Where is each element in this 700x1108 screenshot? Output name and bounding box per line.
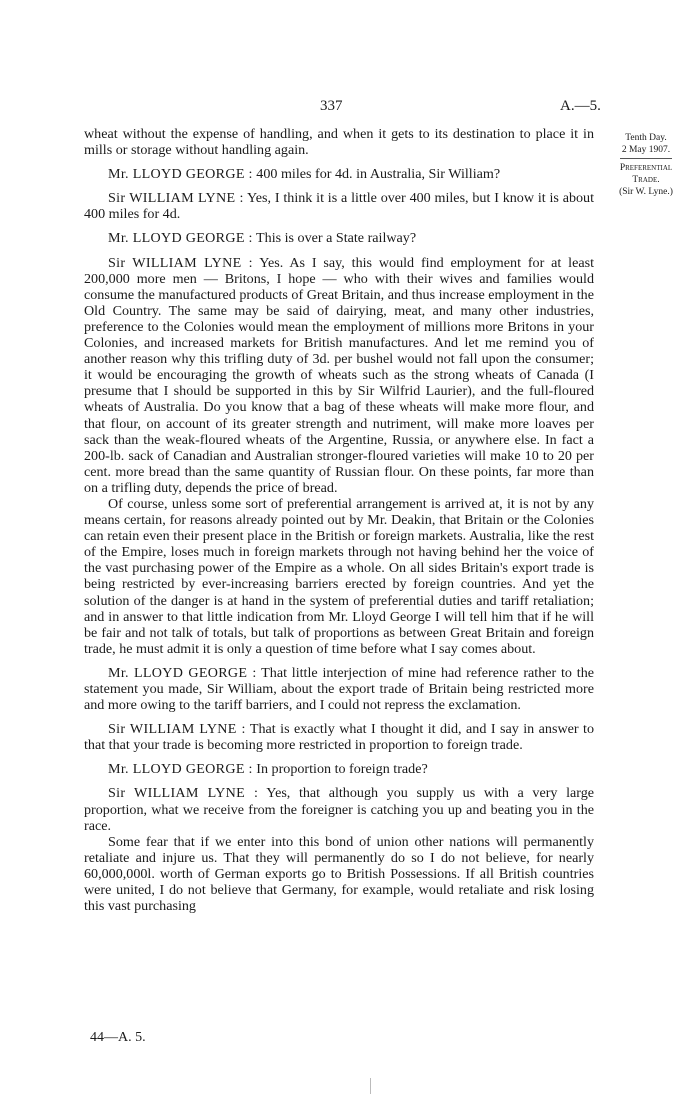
margin-topic-line2: Trade. xyxy=(632,175,660,185)
paragraph-9 xyxy=(84,785,594,833)
paper-reference: A.—5. xyxy=(560,98,601,114)
margin-topic-line1: Preferential xyxy=(619,163,673,173)
margin-day: Tenth Day. xyxy=(625,133,667,143)
paragraph-text: That is exactly what I thought it did, and I say in answer to that that your trade is becoming more restricted in proportion to foreign trade. xyxy=(84,721,595,754)
paragraph-10 xyxy=(84,834,594,914)
speaker-name: Sir WILLIAM LYNE : xyxy=(108,190,244,207)
paragraph-text: Yes, that although you supply us with a very large proportion, what we receive from the foreigner is catching you up and beating you in the race. xyxy=(84,785,594,834)
paragraph-7 xyxy=(84,721,594,753)
speaker-name: Mr. LLOYD GEORGE : xyxy=(108,664,257,681)
paragraph-8 xyxy=(84,761,594,777)
speaker-name: Mr. LLOYD GEORGE : xyxy=(108,761,253,778)
margin-divider xyxy=(620,158,672,159)
margin-date: 2 May 1907. xyxy=(621,145,671,155)
paragraph-0 xyxy=(84,126,594,158)
margin-speaker: (Sir W. Lyne.) xyxy=(619,187,673,197)
paragraph-text: That little interjection of mine had reference rather to the statement you made, Sir William, about the export trade of Britain being restricted more and more owing to the tariff barriers, and I could not repress the exclamation. xyxy=(84,664,594,714)
margin-note xyxy=(608,132,684,198)
paragraph-4 xyxy=(84,255,594,496)
speaker-name: Mr. LLOYD GEORGE : xyxy=(108,230,253,247)
paragraph-text: In proportion to foreign trade? xyxy=(252,761,428,778)
paragraph-1 xyxy=(84,166,594,182)
paragraph-text: wheat without the expense of handling, and when it gets to its destination to place it in mills or storage without handling again. xyxy=(84,126,594,159)
paragraph-text: Some fear that if we enter into this bond of union other nations will permanently retaliate and injure us. That they will permanently do so I do not believe, for nearly 60,000,000l. worth of German exports go to British Possessions. If all British countries were united, I do not believe that Germany, for example, would retaliate and risk losing this vast purchasing xyxy=(84,833,594,915)
fold-mark xyxy=(370,1078,371,1094)
page-body xyxy=(84,126,594,914)
page-number: 337 xyxy=(320,98,343,114)
paragraph-text: This is over a State railway? xyxy=(252,230,417,247)
speaker-name: Sir WILLIAM LYNE : xyxy=(108,721,246,738)
speaker-name: Sir WILLIAM LYNE : xyxy=(108,254,253,271)
paragraph-text: Yes. As I say, this would find employment for at least 200,000 more men — Britons, I hope — who with their wives and families would consume the manufactured products of Great Britain, and thus increase employment in the Old Country. The same may be said of dairying, meat, and many other industries, preference to the Colonies would mean the employment of millions more Britons in your Colonies, and increased markets for British manufactures. And let me remind you of another reason why this trifling duty of 3d. per bushel would not fall upon the consumer; it would be encouraging the growth of wheats such as the strong wheats of Canada (I presume that I should be supported in this by Sir Wilfrid Laurier), and the full-floured wheats of Australia. Do you know that a bag of these wheats will make more flour, and that flour, on account of its greater strength and nutriment, will make more loaves per sack than the weak-floured wheats of the Argentine, Russia, or anywhere else. In fact a 200-lb. sack of Canadian and Australian stronger-floured varieties will make 10 to 20 per cent. more bread than the same quantity of Russian flour. On these points, far more than on a trifling duty, depends the price of bread. xyxy=(84,254,594,496)
paragraph-6 xyxy=(84,665,594,713)
speaker-name: Mr. LLOYD GEORGE : xyxy=(108,166,253,183)
paragraph-5 xyxy=(84,496,594,657)
paragraph-3 xyxy=(84,230,594,246)
signature-mark: 44—A. 5. xyxy=(90,1030,146,1045)
paragraph-text: Of course, unless some sort of preferential arrangement is arrived at, it is not by any means certain, for reasons already pointed out by Mr. Deakin, that Britain or the Colonies can retain even their present place in the British or foreign markets. Australia, like the rest of the Empire, loses much in foreign markets through not having behind her the voice of the vast purchasing power of the Empire as a whole. On all sides Britain's export trade is being restricted by ever-increasing barriers erected by foreign countries. And yet the solution of the danger is at hand in the system of preferential duties and tariff retaliation; and in answer to that little indication from Mr. Lloyd George I will tell him that if he will be fair and not talk of totals, but talk of proportions as between Great Britain and foreign trade, he must admit it is only a question of time before what I say comes about. xyxy=(84,495,594,657)
speaker-name: Sir WILLIAM LYNE : xyxy=(108,785,259,802)
paragraph-text: 400 miles for 4d. in Australia, Sir William? xyxy=(252,166,501,183)
page-header xyxy=(0,98,700,116)
paragraph-2 xyxy=(84,190,594,222)
paragraph-text: Yes, I think it is a little over 400 miles, but I know it is about 400 miles for 4d. xyxy=(84,190,595,223)
